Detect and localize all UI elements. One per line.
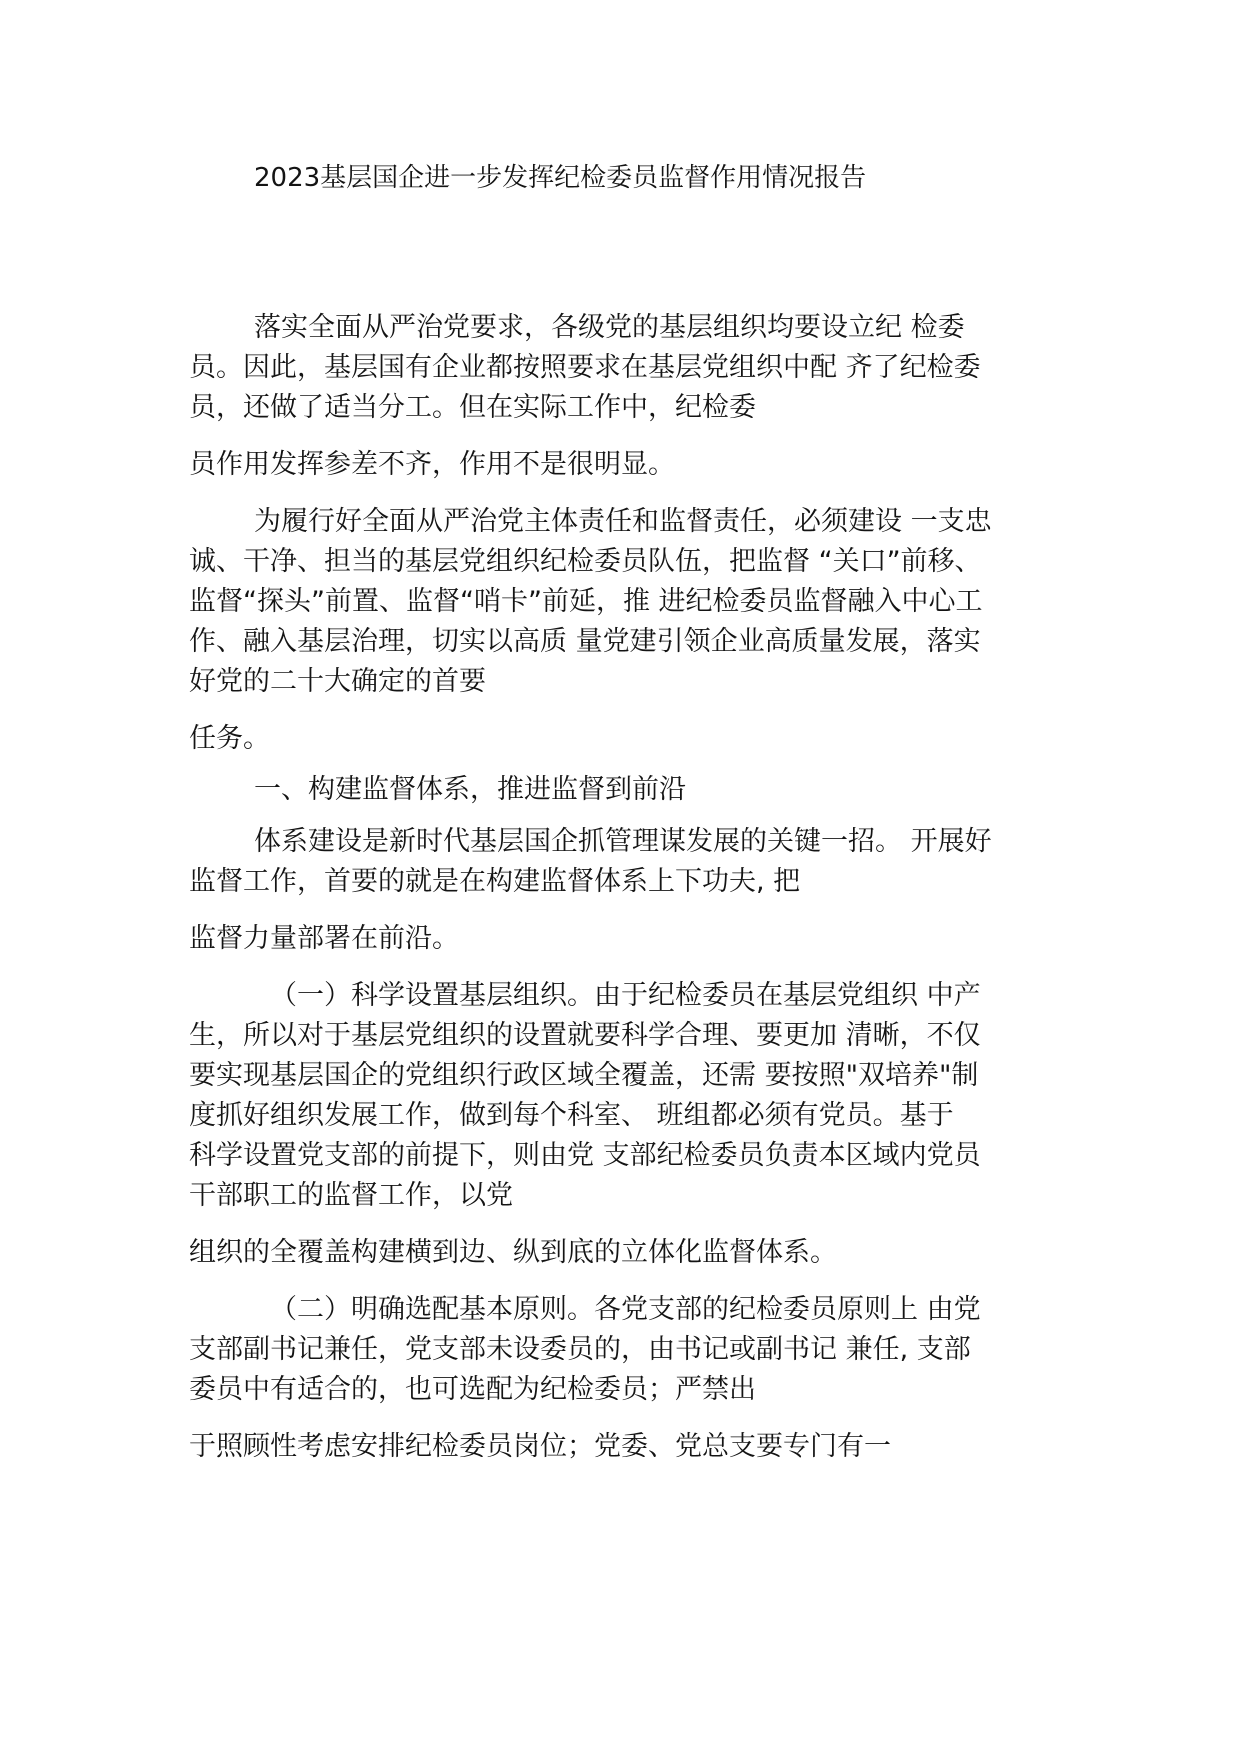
text-line: 任务。 xyxy=(189,723,270,754)
text-line: 生，所以对于基层党组织的设置就要科学合理、要更加 清晰，不仅 xyxy=(189,1020,981,1051)
text-line: 于照顾性考虑安排纪检委员岗位；党委、党总支要专门有一 xyxy=(189,1431,891,1462)
text-line: 要实现基层国企的党组织行政区域全覆盖，还需 要按照"双培养"制 xyxy=(189,1060,979,1091)
text-line: （一）科学设置基层组织。由于纪检委员在基层党组织 中产 xyxy=(270,980,981,1011)
text-line: 好党的二十大确定的首要 xyxy=(189,666,486,697)
text-line: 落实全面从严治党要求，各级党的基层组织均要设立纪 检委 xyxy=(254,312,965,343)
text-line: 监督“探头”前置、监督“哨卡”前延，推 进纪检委员监督融入中心工 xyxy=(189,586,983,617)
text-line: 监督工作，首要的就是在构建监督体系上下功夫, 把 xyxy=(189,866,801,897)
text-line: 监督力量部署在前沿。 xyxy=(189,923,459,954)
text-line: 委员中有适合的，也可选配为纪检委员；严禁出 xyxy=(189,1374,756,1405)
text-line: 为履行好全面从严治党主体责任和监督责任，必须建设 一支忠 xyxy=(254,506,992,537)
text-line: 员，还做了适当分工。但在实际工作中，纪检委 xyxy=(189,392,756,423)
text-line: 体系建设是新时代基层国企抓管理谋发展的关键一招。 开展好 xyxy=(254,826,992,857)
document-title: 2023基层国企进一步发挥纪检委员监督作用情况报告 xyxy=(254,163,867,193)
text-line: 组织的全覆盖构建横到边、纵到底的立体化监督体系。 xyxy=(189,1237,837,1268)
text-line: 干部职工的监督工作，以党 xyxy=(189,1180,513,1211)
text-line: 作、融入基层治理，切实以高质 量党建引领企业高质量发展，落实 xyxy=(189,626,981,657)
text-line: （二）明确选配基本原则。各党支部的纪检委员原则上 由党 xyxy=(270,1294,981,1325)
text-line: 支部副书记兼任，党支部未设委员的，由书记或副书记 兼任, 支部 xyxy=(189,1334,971,1365)
text-line: 诚、干净、担当的基层党组织纪检委员队伍，把监督 “关口”前移、 xyxy=(189,546,982,577)
section-heading: 一、构建监督体系，推进监督到前沿 xyxy=(254,774,686,805)
text-line: 员作用发挥参差不齐，作用不是很明显。 xyxy=(189,449,675,480)
text-line: 科学设置党支部的前提下，则由党 支部纪检委员负责本区域内党员 xyxy=(189,1140,981,1171)
text-line: 度抓好组织发展工作，做到每个科室、 班组都必须有党员。基于 xyxy=(189,1100,954,1131)
text-line: 员。因此，基层国有企业都按照要求在基层党组织中配 齐了纪检委 xyxy=(189,352,981,383)
